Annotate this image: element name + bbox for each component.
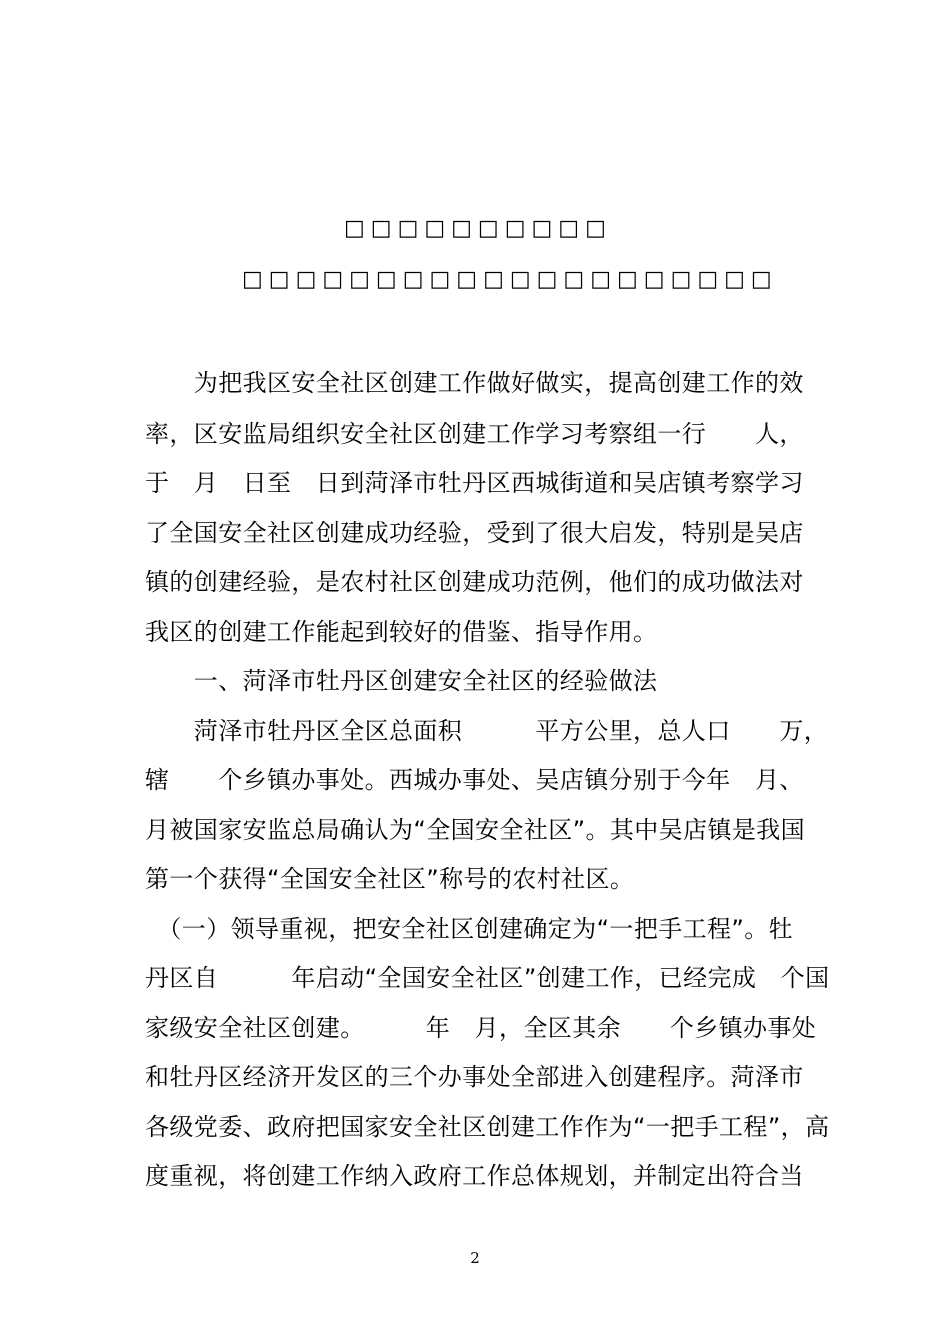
body-line: 度重视，将创建工作纳入政府工作总体规划，并制定出符合当 — [145, 1162, 804, 1190]
body-line: 各级党委、政府把国家安全社区创建工作作为“一把手工程”，高 — [145, 1113, 830, 1141]
section-heading: 一、菏泽市牡丹区创建安全社区的经验做法 — [145, 667, 658, 695]
page-number: 2 — [470, 1249, 480, 1267]
body-line: 和牡丹区经济开发区的三个办事处全部进入创建程序。菏泽市 — [145, 1063, 804, 1091]
body-line: 辖 个乡镇办事处。西城办事处、吴店镇分别于今年 月、 — [145, 766, 804, 794]
document-title-line-2: □□□□□□□□□□□□□□□□□□□□ — [242, 267, 778, 292]
document-title-line-1: □□□□□□□□□□ — [344, 216, 612, 241]
body-line: 丹区自 年启动“全国安全社区”创建工作，已经完成 个国 — [145, 964, 830, 992]
body-line: 菏泽市牡丹区全区总面积 平方公里，总人口 万， — [145, 717, 829, 745]
body-line: 率，区安监局组织安全社区创建工作学习考察组一行 人， — [145, 420, 804, 448]
body-line: 第一个获得“全国安全社区”称号的农村社区。 — [145, 865, 635, 893]
body-line: 于 月 日至 日到菏泽市牡丹区西城街道和吴店镇考察学习 — [145, 469, 804, 497]
subsection-paragraph-line: （一）领导重视，把安全社区创建确定为“一把手工程”。牡 — [145, 915, 794, 943]
body-line: 月被国家安监总局确认为“全国安全社区”。其中吴店镇是我国 — [145, 816, 806, 844]
body-line: 家级安全社区创建。 年 月，全区其余 个乡镇办事处 — [145, 1014, 817, 1042]
body-line: 为把我区安全社区创建工作做好做实，提高创建工作的效 — [145, 369, 804, 397]
body-line: 镇的创建经验，是农村社区创建成功范例，他们的成功做法对 — [145, 568, 804, 596]
body-line: 我区的创建工作能起到较好的借鉴、指导作用。 — [145, 618, 658, 646]
body-line: 了全国安全社区创建成功经验，受到了很大启发，特别是吴店 — [145, 519, 804, 547]
